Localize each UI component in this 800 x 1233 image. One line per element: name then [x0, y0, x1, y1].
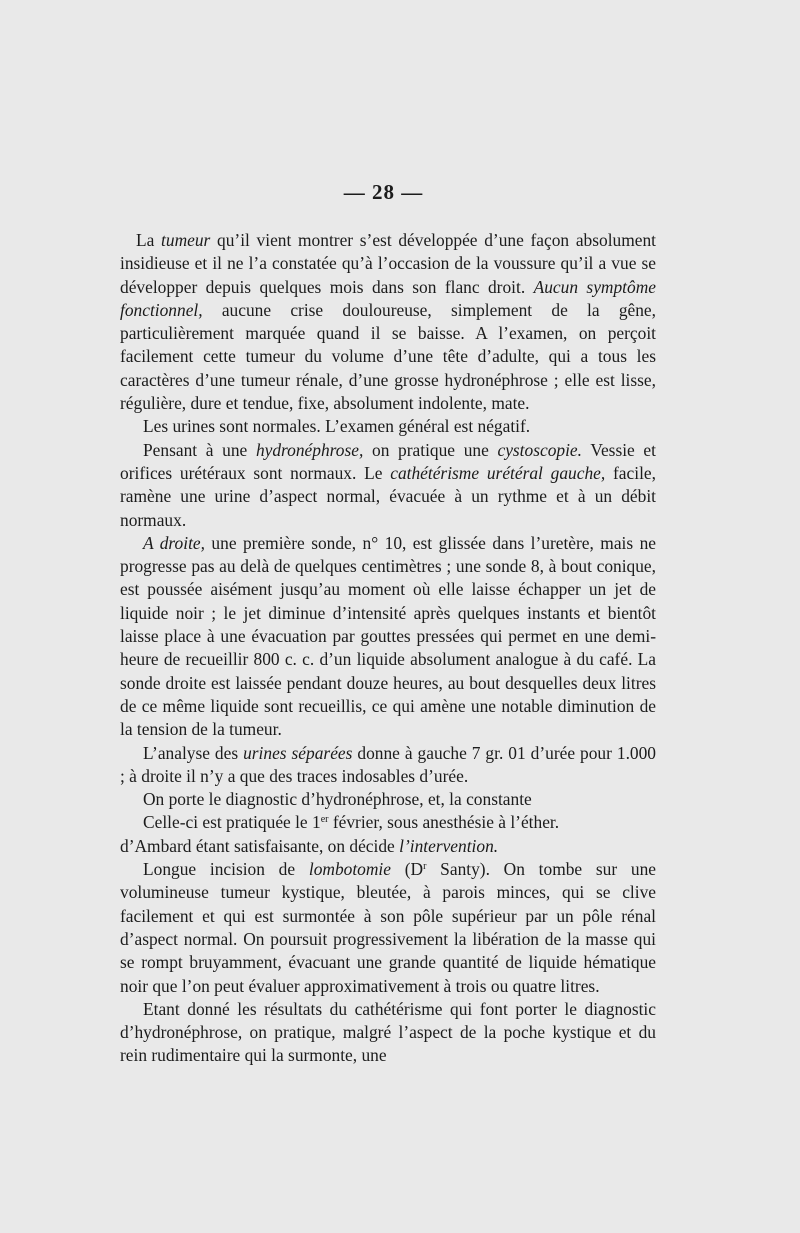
text-run: facile, ramène une urine d’aspect normal, évacuée à un rythme et à un débit normaux. [120, 462, 656, 530]
paragraph-p2 [120, 415, 656, 438]
text-run: on pratique une [363, 439, 498, 460]
italic-text: urines séparées [243, 742, 353, 763]
italic-text: cystoscopie. [497, 439, 582, 460]
text-run: Les urines sont normales. L’examen général est négatif. [143, 416, 531, 437]
text-run: Longue incision de [143, 859, 309, 880]
text-run: Celle-ci est pratiquée le 1 [143, 812, 321, 833]
paragraph-p8 [120, 835, 656, 858]
italic-text: A droite, [143, 532, 205, 553]
paragraph-p9 [120, 858, 656, 998]
italic-text: hydronéphrose, [255, 439, 364, 460]
italic-text: lombotomie [308, 859, 391, 880]
text-run: Pensant à une [143, 439, 256, 460]
italic-text: l’intervention. [399, 835, 499, 856]
text-run: La [136, 230, 162, 250]
text-run: aucune crise douloureuse, simplement de la gêne, particulièrement marquée quand il se baisse. A l’examen, on perçoit facilement cette tumeur du volume d’une tête d’adulte, qui a tous les caractères d’une tumeur rénale, d’une grosse hydronéphrose ; elle est lisse, régulière, dure et tendue, fixe, absolument indolente, mate. [120, 299, 656, 414]
page-number: — 28 — [343, 180, 424, 204]
italic-text: cathétérisme urétéral gauche, [390, 462, 606, 483]
paragraph-p1 [120, 229, 656, 415]
text-run: On porte le diagnostic d’hydronéphrose, et, la constante [143, 789, 532, 810]
text-run: Santy). On tombe sur une volumineuse tumeur kystique, bleutée, à parois minces, qui se clive facilement et qui est surmontée à son pôle supérieur par un pôle rénal d’aspect normal. On poursuit progressivement la libération de la masse qui se rompt bruyamment, évacuant une grande quantité de liquide hématique noir que l’on peut évaluer approximativement à trois ou quatre litres. [120, 859, 657, 996]
paragraph-p7 [120, 811, 656, 834]
paragraph-p5 [120, 742, 656, 789]
superscript: r [423, 861, 427, 873]
paragraph-p10 [120, 998, 656, 1068]
text-run: donne à gauche 7 gr. 01 d’urée pour 1.000 ; à droite il n’y a que des traces indosables d’urée. [120, 742, 656, 786]
paragraph-p3 [120, 439, 656, 532]
text-run: février, sous anesthésie à l’éther. [328, 812, 560, 833]
text-run: d’Ambard étant satisfaisante, on décide [120, 835, 400, 856]
text-run: (D [390, 859, 424, 880]
text-run: Vessie et orifices urétéraux sont normaux. Le [120, 439, 656, 483]
italic-text: Aucun symptôme fonctionnel, [120, 276, 656, 320]
text-run: une première sonde, n° 10, est glissée dans l’uretère, mais ne progresse pas au delà de quelques centimètres ; une sonde 8, à bout conique, est poussée aisément jusqu’au moment où elle laisse échapper un jet de liquide noir ; le jet diminue d’intensité après quelques instants et bientôt laisse place à une évacuation par gouttes pressées qui permet en une demi-heure de recueillir 800 c. c. d’un liquide absolument analogue à du café. La sonde droite est laissée pendant douze heures, au bout desquelles deux litres de ce même liquide sont recueillis, ce qui amène une notable diminution de la tension de la tumeur. [120, 532, 657, 740]
superscript: er [320, 814, 329, 826]
text-run: Etant donné les résultats du cathétérisme qui font porter le diagnostic d’hydronéphrose, on pratique, malgré l’aspect de la poche kystique et du rein rudimentaire qui la surmonte, une [120, 998, 656, 1066]
paragraph-p4 [120, 532, 656, 742]
text-run: qu’il vient montrer s’est développée d’une façon absolument insidieuse et il ne l’a constatée qu’à l’occasion de la voussure qu’il a vue se développer depuis quelques mois dans son flanc droit. [120, 230, 656, 297]
text-run: L’analyse des [143, 742, 244, 763]
paragraph-p6 [120, 788, 656, 811]
body-text [120, 229, 656, 1068]
italic-text: tumeur [161, 230, 211, 250]
